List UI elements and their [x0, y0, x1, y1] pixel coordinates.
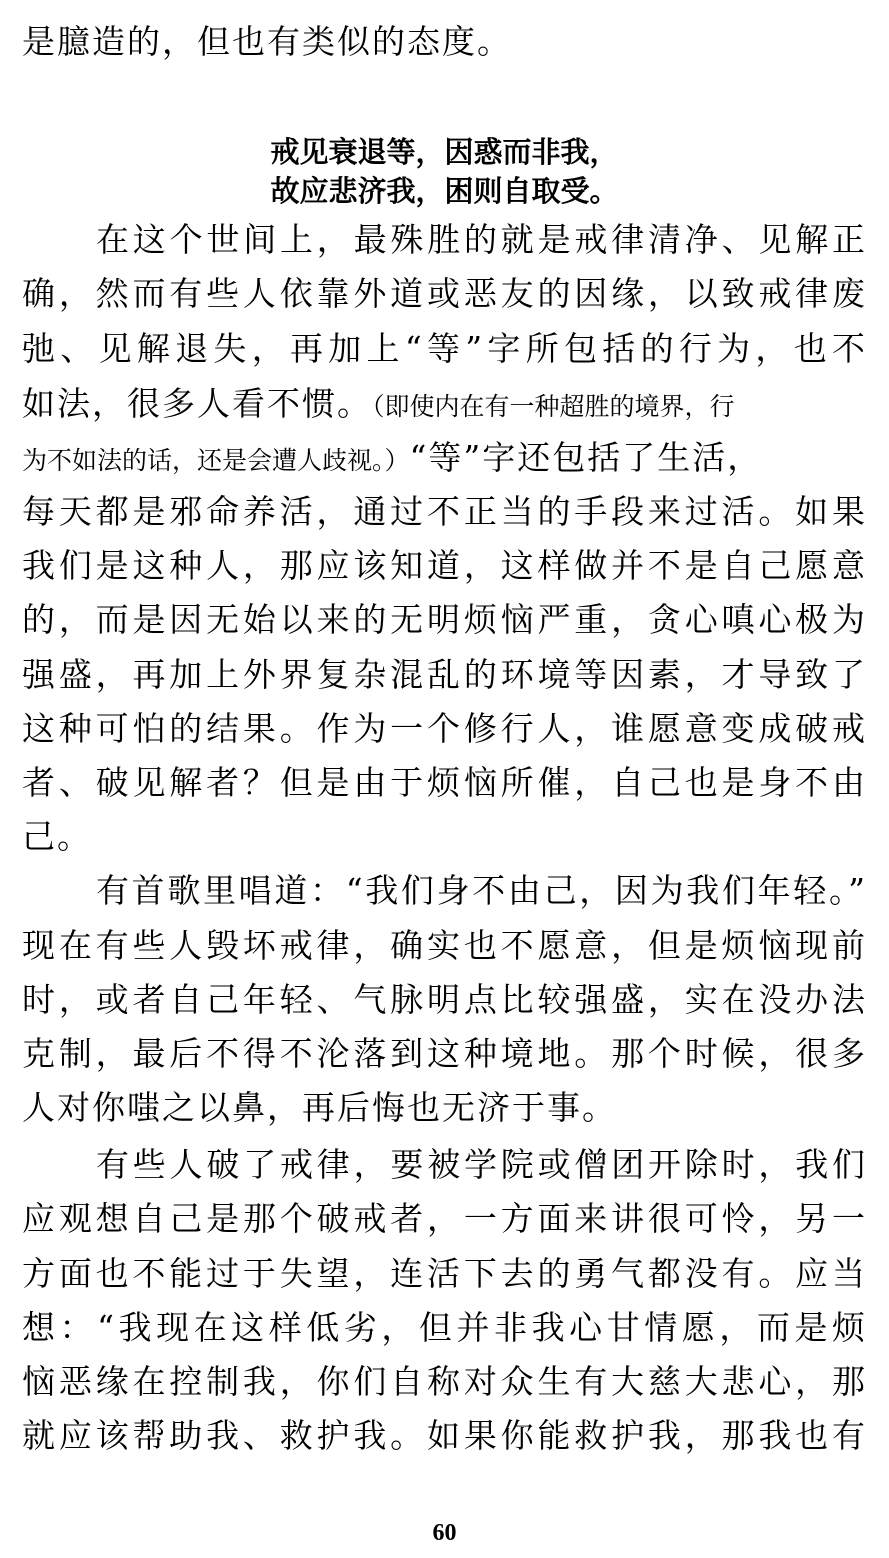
paragraph-line: 者、破见解者？但是由于烦恼所催，自己也是身不由 [22, 763, 867, 802]
paragraph-line: 时，或者自己年轻、气脉明点比较强盛，实在没办法 [22, 980, 867, 1019]
paragraph-line: 克制，最后不得不沦落到这种境地。那个时候，很多 [22, 1034, 867, 1073]
paragraph-line: 人对你嗤之以鼻，再后悔也无济于事。 [22, 1088, 617, 1127]
paragraph-line: 每天都是邪命养活，通过不正当的手段来过活。如果 [22, 492, 867, 531]
page-number: 60 [432, 1520, 457, 1546]
paragraph-line: 确，然而有些人依靠外道或恶友的因缘，以致戒律废 [22, 274, 867, 313]
paragraph-line: 现在有些人毁坏戒律，确实也不愿意，但是烦恼现前 [22, 926, 867, 965]
paragraph-line: 强盛，再加上外界复杂混乱的环境等因素，才导致了 [22, 655, 867, 694]
paragraph-line: 在这个世间上，最殊胜的就是戒律清净、见解正 [96, 220, 867, 259]
paragraph-text: 如法，很多人看不惯。 [22, 384, 372, 423]
paragraph-line: 有些人破了戒律，要被学院或僧团开除时，我们 [96, 1145, 867, 1184]
paragraph-line: 想：“我现在这样低劣，但并非我心甘情愿，而是烦 [22, 1308, 867, 1347]
paragraph-line: 己。 [22, 817, 92, 856]
paragraph-line: 弛、见解退失，再加上“等”字所包括的行为，也不 [22, 329, 867, 368]
parenthetical-note: 为不如法的话，还是会遭人歧视。） [22, 446, 410, 475]
paragraph-line: 有首歌里唱道：“我们身不由己，因为我们年轻。” [96, 871, 867, 910]
paragraph-line: 方面也不能过于失望，连活下去的勇气都没有。应当 [22, 1254, 867, 1293]
paragraph-line: 就应该帮助我、救护我。如果你能救护我，那我也有 [22, 1416, 867, 1455]
parenthetical-note: （即使内在有一种超胜的境界，行 [372, 392, 735, 421]
paragraph-line [22, 438, 867, 481]
paragraph-line: 应观想自己是那个破戒者，一方面来讲很可怜，另一 [22, 1199, 867, 1238]
paragraph-text: “等”字还包括了生活， [409, 438, 763, 477]
paragraph-line: 恼恶缘在控制我，你们自称对众生有大慈大悲心，那 [22, 1362, 867, 1401]
paragraph-line [22, 384, 867, 427]
verse-line-1: 戒见衰退等，因惑而非我， [270, 135, 619, 169]
paragraph-line: 这种可怕的结果。作为一个修行人，谁愿意变成破戒 [22, 709, 867, 748]
continued-text-line: 是臆造的，但也有类似的态度。 [22, 22, 512, 61]
paragraph-line: 的，而是因无始以来的无明烦恼严重，贪心嗔心极为 [22, 600, 867, 639]
verse-line-2: 故应悲济我，困则自取受。 [270, 174, 619, 208]
paragraph-line: 我们是这种人，那应该知道，这样做并不是自己愿意 [22, 546, 867, 585]
